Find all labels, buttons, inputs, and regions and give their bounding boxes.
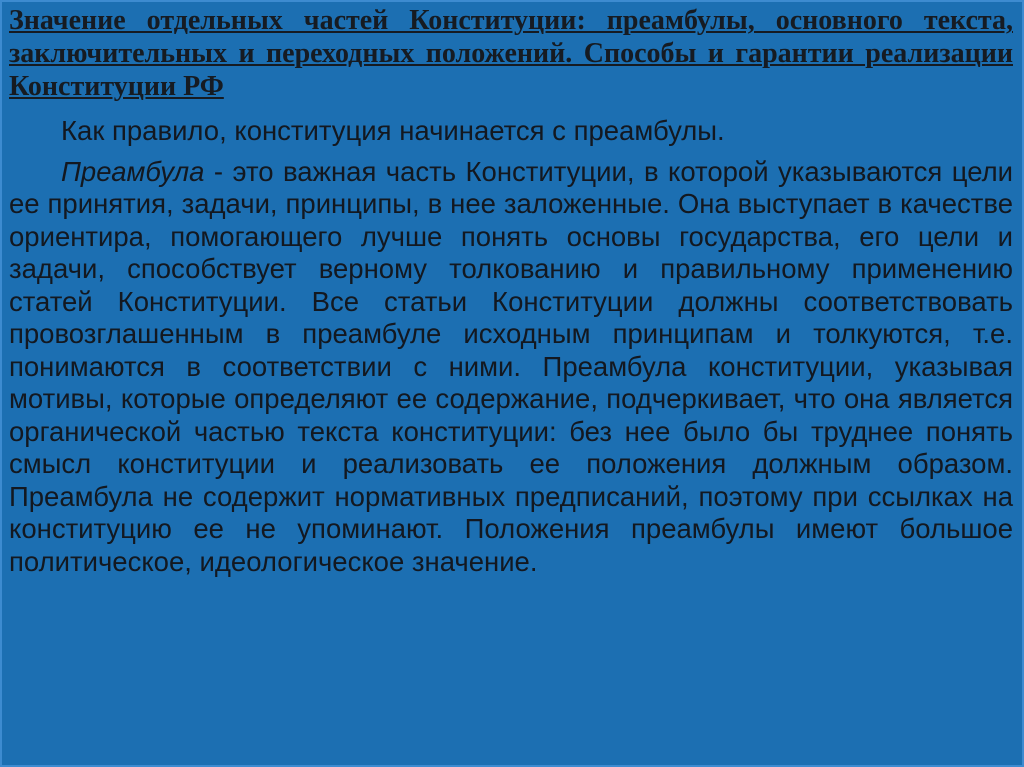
slide-body [9, 115, 1013, 578]
preamble-paragraph [9, 156, 1013, 579]
term-preamble: Преамбула [61, 155, 205, 187]
intro-paragraph: Как правило, конституция начинается с преамбулы. [61, 115, 725, 146]
slide-title: Значение отдельных частей Конституции: преамбулы, основного текста, заключительных и переходных положений. Способы и гарантии реализации Конституции РФ [9, 5, 1013, 102]
preamble-definition: - это важная часть Конституции, в которой указываются цели ее принятия, задачи, принципы, в нее заложенные. Она выступает в качестве ориентира, помогающего лучше понять основы государства, его цели и задачи, способствует верному толкованию и правильному применению статей Конституции. Все статьи Конституции должны соответствовать провозглашенным в преамбуле исходным принципам и толкуются, т.е. понимаются в соответствии с ними. Преамбула конституции, указывая мотивы, которые определяют ее содержание, подчеркивает, что она является органической частью текста конституции: без нее было бы труднее понять смысл конституции и реализовать ее положения должным образом. Преамбула не содержит нормативных предписаний, поэтому при ссылках на конституцию ее не упоминают. Положения преамбулы имеют большое политическое, идеологическое значение. [9, 155, 1013, 577]
